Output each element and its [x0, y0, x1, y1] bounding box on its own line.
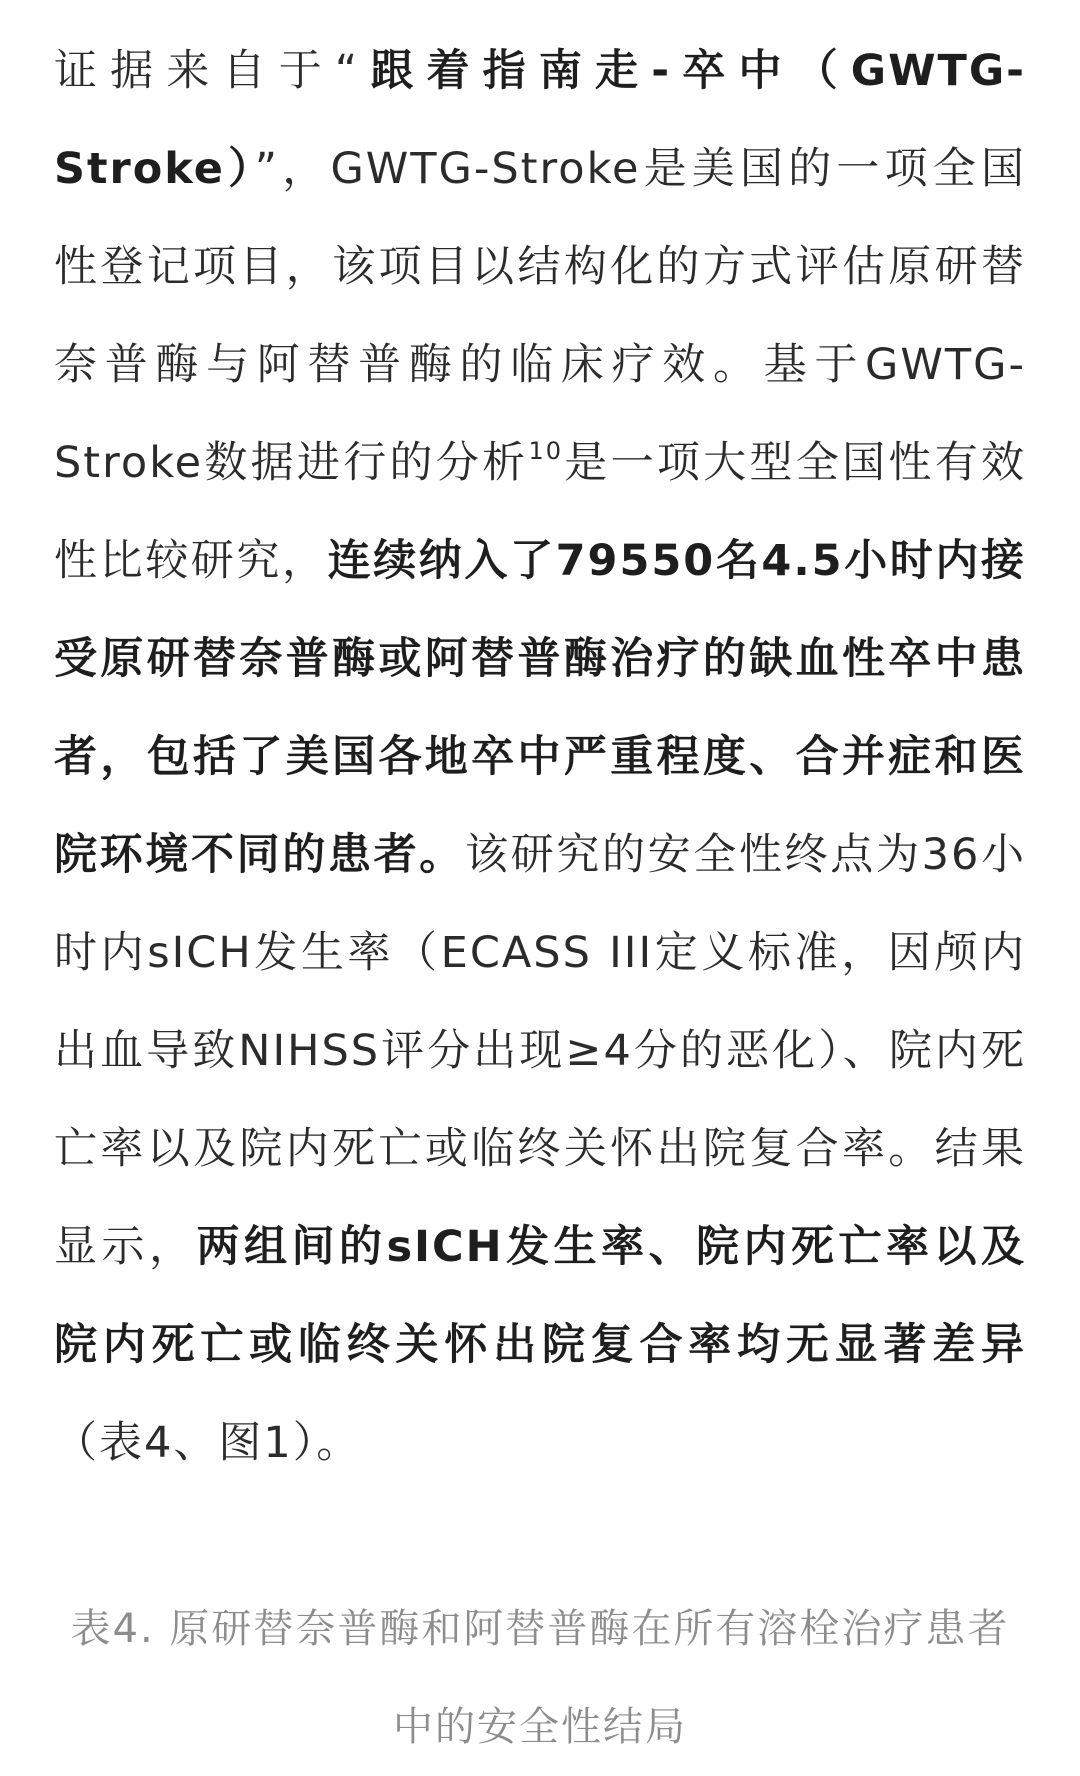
- table-caption: 表4. 原研替奈普酶和阿替普酶在所有溶栓治疗患者中的安全性结局: [70, 1606, 1010, 1750]
- text-intro: 证据来自于“: [54, 46, 360, 96]
- text-table-reference: （表4、图1）。: [54, 1418, 362, 1468]
- text-results-highlight: 两组间的sICH发生率、院内死亡率以及院内死亡或临终关怀出院复合率均无显著差异: [54, 1222, 1027, 1370]
- text-study-type: 是一项大型全国性有效性比较研究，: [54, 438, 1026, 586]
- text-endpoints: 该研究的安全性终点为36小时内sICH发生率（ECASS III定义标准，因颅内出血导致NIHSS评分出现≥4分的恶化）、院内死亡率以及院内死亡或临终关怀出院复合率。结果显示，: [54, 830, 1027, 1272]
- article-paragraph: [54, 22, 1026, 1492]
- reference-superscript: 10: [528, 437, 563, 465]
- text-gwtg-name: 跟着指南走-卒中（GWTG-Stroke）: [54, 46, 1026, 194]
- text-gwtg-description: ”，GWTG-Stroke是美国的一项全国性登记项目，该项目以结构化的方式评估原研替奈普酶与阿替普酶的临床疗效。基于GWTG-Stroke数据进行的分析: [54, 144, 1026, 488]
- text-enrollment-highlight: 连续纳入了79550名4.5小时内接受原研替奈普酶或阿替普酶治疗的缺血性卒中患者，包括了美国各地卒中严重程度、合并症和医院环境不同的患者。: [54, 536, 1026, 880]
